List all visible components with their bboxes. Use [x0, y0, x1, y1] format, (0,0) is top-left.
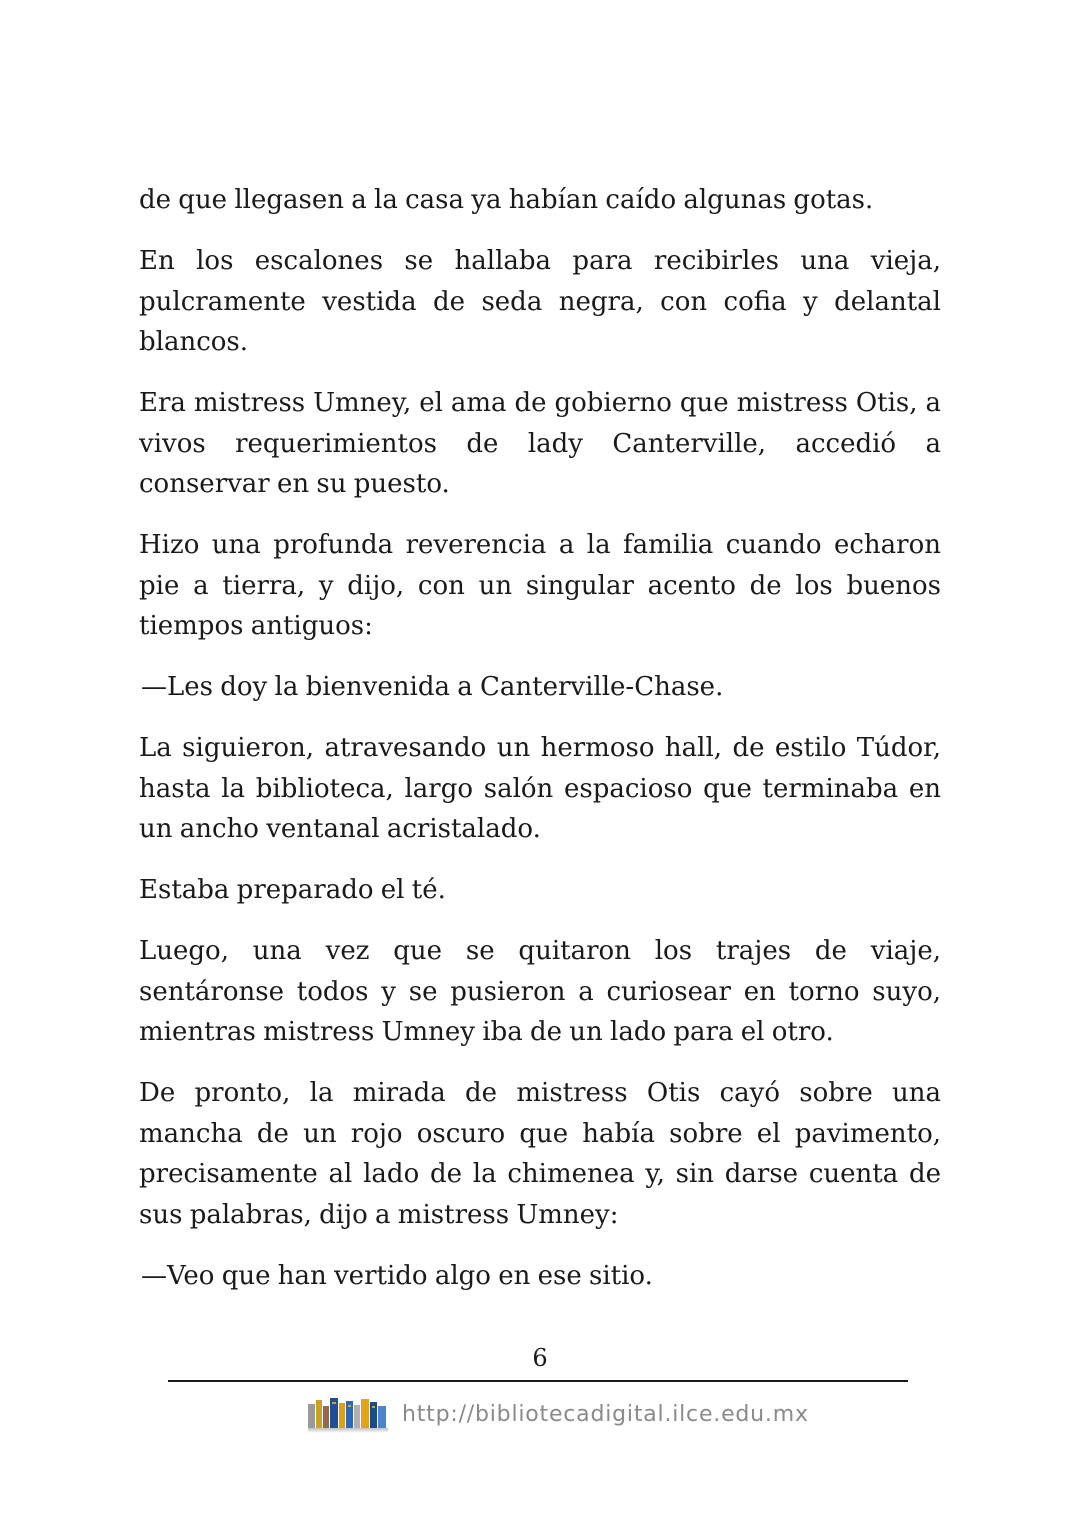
paragraph: Luego, una vez que se quitaron los trajes de viaje, sentáronse todos y se pusieron a curiosear en torno suyo, mientras mistress Umney iba de un lado para el otro.	[139, 936, 941, 1047]
books-icon	[306, 1394, 390, 1434]
paragraph: Estaba preparado el té.	[139, 875, 446, 905]
paragraph: Era mistress Umney, el ama de gobierno que mistress Otis, a vivos requerimientos de lady Canterville, accedió a conservar en su puesto.	[139, 388, 941, 499]
dialogue-line: —Les doy la bienvenida a Canterville-Chase.	[141, 672, 724, 702]
footer-divider	[168, 1380, 908, 1382]
paragraph: En los escalones se hallaba para recibirles una vieja, pulcramente vestida de seda negra, con cofia y delantal blancos.	[139, 246, 941, 357]
footer-brand	[306, 1394, 809, 1434]
body-text	[139, 180, 941, 1317]
paragraph: La siguieron, atravesando un hermoso hall, de estilo Túdor, hasta la biblioteca, largo salón espacioso que terminaba en un ancho ventanal acristalado.	[139, 733, 941, 844]
footer-url[interactable]: http://bibliotecadigital.ilce.edu.mx	[402, 1401, 809, 1427]
page-number: 6	[532, 1344, 548, 1372]
paragraph: De pronto, la mirada de mistress Otis cayó sobre una mancha de un rojo oscuro que había sobre el pavimento, precisamente al lado de la chimenea y, sin darse cuenta de sus palabras, dijo a mistress Umney:	[139, 1078, 941, 1230]
paragraph: de que llegasen a la casa ya habían caído algunas gotas.	[139, 185, 874, 215]
dialogue-line: —Veo que han vertido algo en ese sitio.	[141, 1260, 653, 1291]
paragraph: Hizo una profunda reverencia a la familia cuando echaron pie a tierra, y dijo, con un singular acento de los buenos tiempos antiguos:	[139, 530, 941, 641]
